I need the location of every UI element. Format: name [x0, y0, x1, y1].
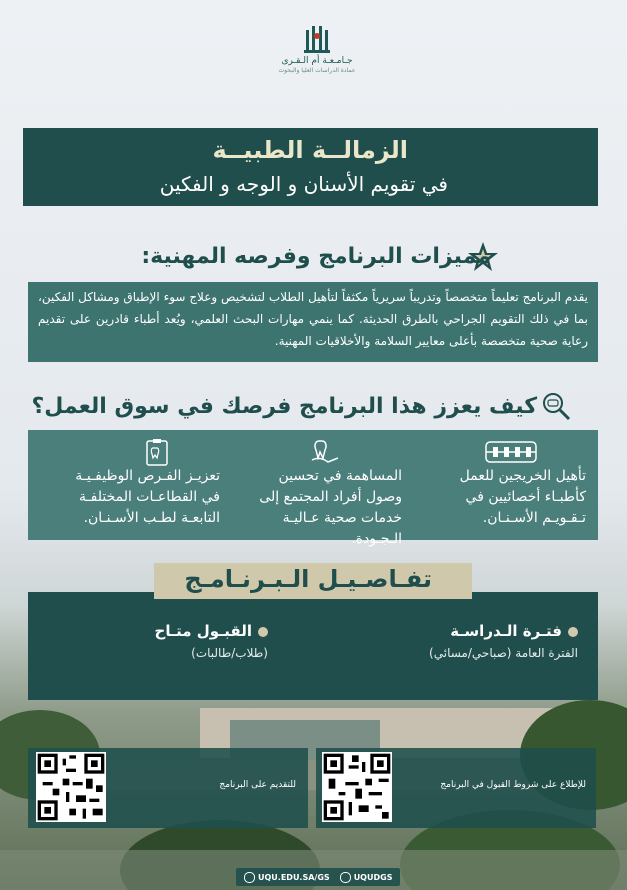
website-text: UQU.EDU.SA/GS — [258, 872, 330, 882]
admission-label: القبـول متـاح — [154, 622, 252, 640]
social-handle[interactable] — [340, 872, 393, 883]
benefit-item-access — [240, 430, 410, 547]
globe-icon — [244, 872, 255, 883]
study-period-label: فتـرة الـدراسـة — [450, 622, 562, 640]
tooth-hand-icon — [310, 438, 340, 466]
details-heading: تفـاصـيـل الـبـرنـامـج — [184, 565, 432, 593]
bullet-icon — [258, 627, 268, 637]
logo-name: جـامـعـة أم الـقـرى — [281, 56, 353, 66]
page-title: الزمالــة الطبيــة — [212, 136, 408, 164]
qr-code-icon — [36, 752, 106, 822]
university-logo — [272, 24, 362, 86]
dental-clipboard-icon — [142, 438, 172, 466]
title-banner — [23, 128, 598, 206]
details-panel — [28, 592, 598, 700]
details-heading-tag — [154, 563, 472, 599]
conditions-qr-label: للإطلاع على شروط القبول في البرنامج — [440, 780, 586, 790]
braces-icon — [484, 438, 538, 466]
study-period — [429, 622, 578, 660]
admission — [155, 622, 268, 660]
apply-qr-panel[interactable] — [28, 748, 308, 828]
website-link[interactable] — [244, 872, 330, 883]
study-period-value: الفترة العامة (صباحي/مسائي) — [429, 646, 578, 660]
apply-qr-label: للتقديم على البرنامج — [219, 780, 296, 790]
social-text: UQUDGS — [353, 872, 393, 882]
market-heading: كيف يعزز هذا البرنامج فرصك في سوق العمل؟ — [31, 394, 537, 419]
benefit-text: تأهيل الخريجين للعمل كأطبـاء أخصائيين في تـقـويـم الأسـنـان. — [459, 468, 586, 526]
benefits-panel — [28, 430, 598, 547]
footer-bar — [236, 868, 400, 886]
conditions-qr-code[interactable] — [322, 752, 392, 822]
bullet-icon — [568, 627, 578, 637]
benefit-text: المساهمة في تحسين وصول أفراد المجتمع إلى خدمات صحية عـاليـة الـجـودة. — [259, 468, 402, 547]
features-description: يقدم البرنامج تعليماً متخصصاً وتدريباً سريرياً مكثفاً لتأهيل الطلاب لتشخيص وعلاج سوء الإطباق ومشاكل الفكين، بما في ذلك التقويم الجراحي بالطرق الحديثة. كما ينمي مهارات البحث العلمي، ويُعد أطباء قادرين على تقديم رعاية صحية متخصصة بأعلى معايير السلامة والأخلاقيات المهنية. — [28, 282, 598, 362]
logo-deanship: عمادة الدراسات العليا والبحوث — [278, 67, 356, 74]
university-emblem-icon — [302, 24, 332, 56]
features-heading: مميزات البرنامج وفرصه المهنية: — [141, 244, 491, 269]
search-icon — [540, 390, 572, 422]
conditions-qr-panel[interactable] — [316, 748, 596, 828]
admission-value: (طلاب/طالبات) — [191, 646, 268, 660]
page-subtitle: في تقويم الأسنان و الوجه و الفكين — [159, 172, 448, 196]
benefit-item-jobs — [58, 430, 228, 540]
qr-code-icon — [322, 752, 392, 822]
apply-qr-code[interactable] — [36, 752, 106, 822]
social-icon — [340, 872, 351, 883]
benefit-text: تعزيـز الفـرص الوظيفـيـة في القطاعـات المختلفـة التابعـة لطـب الأسـنـان. — [75, 468, 220, 526]
benefit-item-specialists — [424, 430, 594, 540]
